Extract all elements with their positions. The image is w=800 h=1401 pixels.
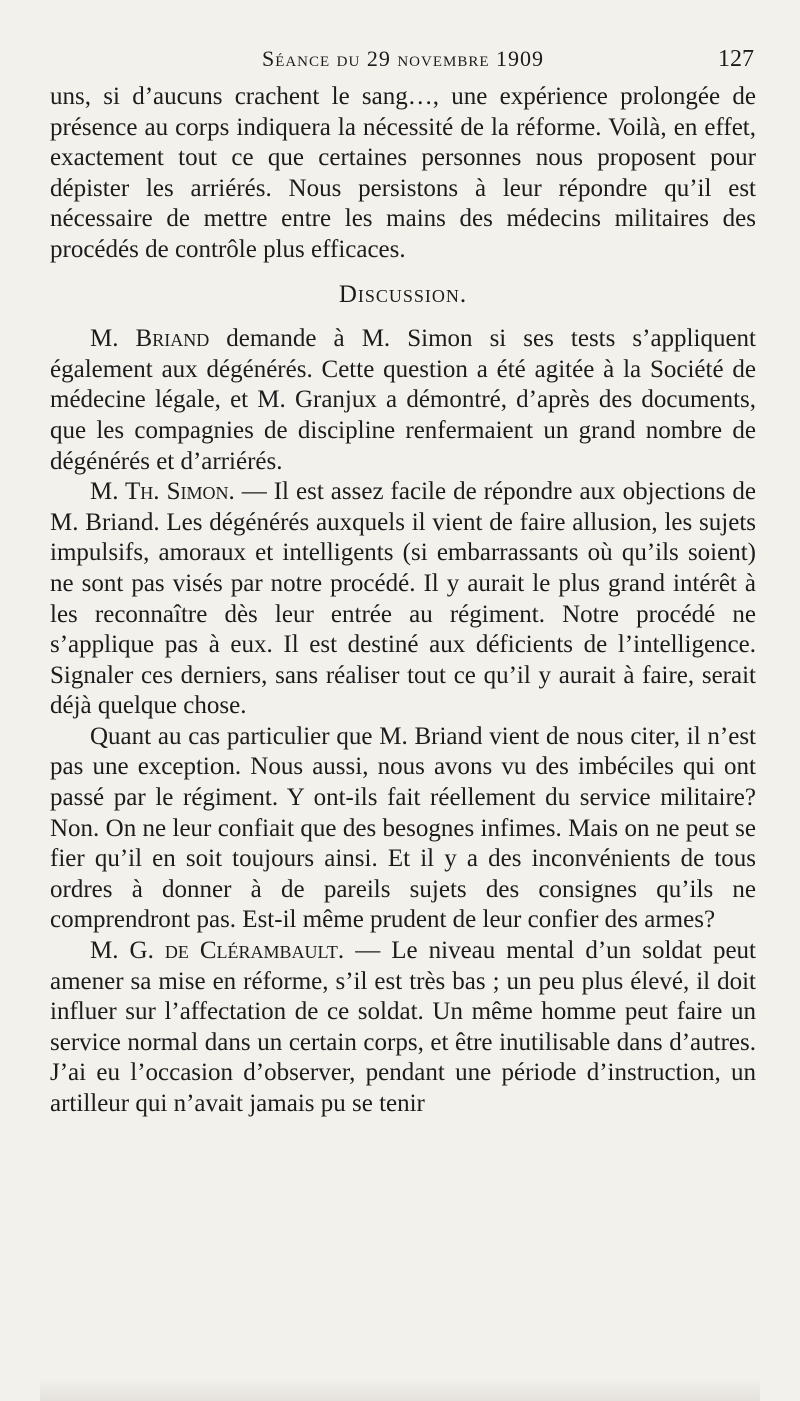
- paragraph-text: — Il est assez facile de répondre aux objections de M. Briand. Les dégénérés auxquels il vient de faire allusion, les sujets impulsifs, amoraux et intelligents (si embarrassants où qu’ils soient) ne sont pas visés par notre procédé. Il y aurait le plus grand intérêt à les reconnaître dès leur entrée au régiment. Notre procédé ne s’applique pas à eux. Il est destiné aux déficients de l’intelligence. Signaler ces derniers, sans réaliser tout ce qu’il y aurait à faire, serait déjà quelque chose.: [50, 478, 756, 720]
- paragraph-text: — Le niveau mental d’un soldat peut amener sa mise en réforme, s’il est très bas ; un peu plus élevé, il doit influer sur l’affectation de ce soldat. Un même homme peut faire un service normal dans un certain corps, et être inutilisable dans d’autres. J’ai eu l’occasion d’observer, pendant une période d’instruction, un artilleur qui n’avait jamais pu se tenir: [50, 937, 757, 1117]
- speaker-name: M. Th. Simon.: [90, 478, 235, 506]
- paragraph-simon-continued: Quant au cas particulier que M. Briand vient de nous citer, il n’est pas une exception. Nous aussi, nous avons vu des imbéciles qui ont passé par le régiment. Y ont-ils fait réellement du service militaire? Non. On ne leur confiait que des besognes infimes. Mais on ne peut se fier qu’il en soit toujours ainsi. Et il y a des inconvénients de tous ordres à donner à de pareils sujets des consignes qu’ils ne comprendront pas. Est-il même prudent de leur confier des armes?: [50, 722, 756, 934]
- page-body: [50, 82, 756, 1120]
- speaker-name: M. G. de Clérambault.: [90, 937, 345, 965]
- paragraph-briand: [50, 324, 756, 477]
- page-number: 127: [718, 46, 754, 72]
- page-edge-shadow: [40, 1379, 760, 1401]
- section-title: Discussion.: [338, 280, 468, 308]
- paragraph-continuation: uns, si d’aucuns crachent le sang…, une expérience prolongée de présence au corps indiquera la nécessité de la réforme. Voilà, en effet, exactement tout ce que certaines personnes nous proposent pour dépister les arriérés. Nous persistons à leur répondre qu’il est nécessaire de mettre entre les mains des médecins militaires des procédés de contrôle plus efficaces.: [50, 83, 756, 263]
- running-head: Séance du 29 novembre 1909: [261, 46, 545, 71]
- page-header: [50, 36, 756, 82]
- paragraph-clerambault: [50, 936, 756, 1120]
- paragraph-simon: [50, 477, 756, 722]
- paragraph-text: demande à M. Simon si ses tests s’appliquent également aux dégénérés. Cette question a été agitée à la Société de médecine légale, et M. Granjux a démontré, d’après des documents, que les compagnies de discipline renfermaient un grand nombre de dégénérés et d’arriérés.: [50, 325, 756, 475]
- speaker-name: M. Briand: [90, 325, 210, 353]
